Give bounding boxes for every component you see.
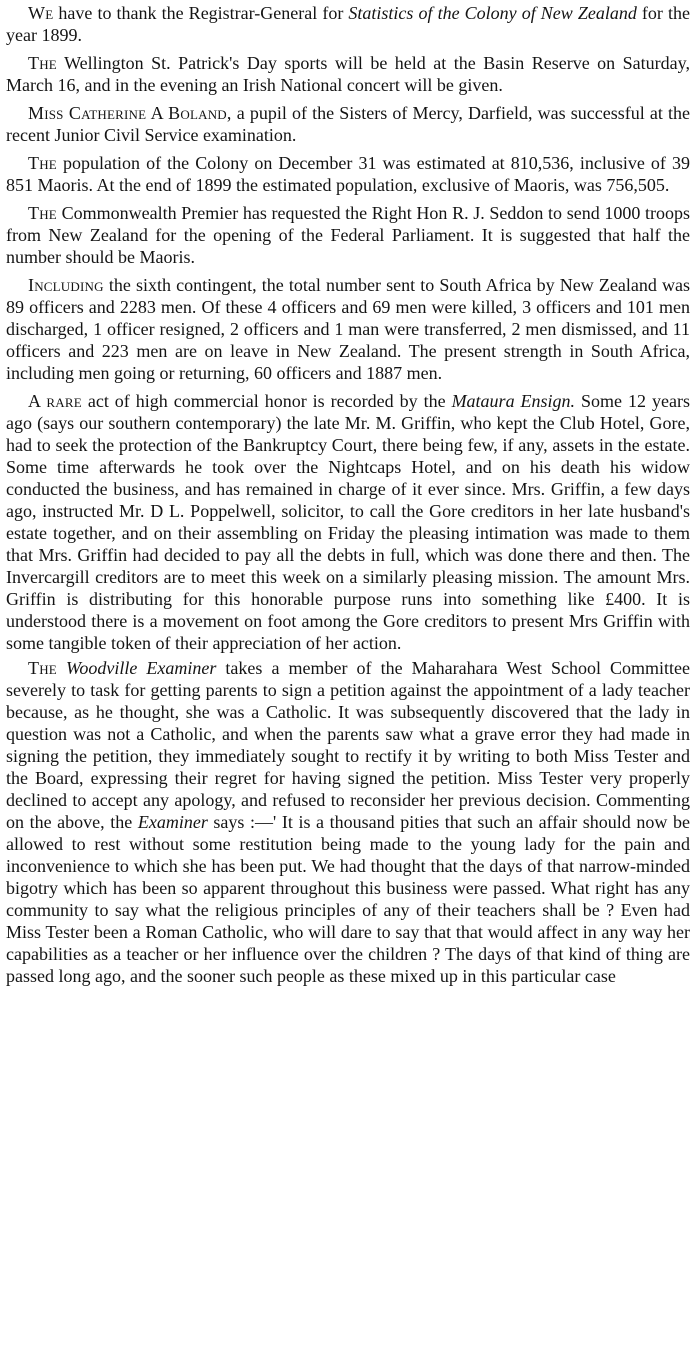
paragraph-text: the sixth contingent, the total number sent to South Africa by New Zealand was 89 officers and 2283 men. Of these 4 officers and 69 men were killed, 3 officers and 101 men discharged, 1 officer resigned, 2 officers and 1 man were transferred, 2 men dismissed, and 11 officers and 223 men are on leave in New Zealand. The present strength in South Africa, including men going or returning, 60 officers and 1887 men.: [6, 275, 690, 383]
paragraph-lead: Miss Catherine A Boland,: [28, 103, 232, 123]
paragraph-text: for the year 1899.: [6, 3, 690, 45]
paragraph-commonwealth-troops: [6, 202, 690, 268]
paragraph-text: have to thank the Registrar-General for: [53, 3, 349, 23]
paragraph-text: Commonwealth Premier has requested the Right Hon R. J. Seddon to send 1000 troops from New Zealand for the opening of the Federal Parliament. It is suggested that half the number should be Maoris.: [6, 203, 690, 267]
paragraph-boland-exam: [6, 102, 690, 146]
paragraph-lead: A rare: [28, 391, 82, 411]
paragraph-lead: The: [28, 658, 57, 678]
paragraph-lead: The: [28, 153, 57, 173]
paragraph-lead: The: [28, 53, 57, 73]
paragraph-st-patricks-day: [6, 52, 690, 96]
paragraph-woodville-examiner: [6, 657, 690, 987]
paragraph-text: Some 12 years ago (says our southern contemporary) the late Mr. M. Griffin, who kept the Club Hotel, Gore, had to seek the protection of the Bankruptcy Court, there being few, if any, assets in the estate. Some time afterwards he took over the Nightcaps Hotel, and on his death his widow conducted the business, and has remained in charge of it ever since. Mrs. Griffin, a few days ago, instructed Mr. D L. Poppelwell, solicitor, to call the Gore creditors in her late husband's estate together, and on their assembling on Friday the pleasing intimation was made to them that Mrs. Griffin had decided to pay all the debts in full, which was done there and then. The Invercargill creditors are to meet this week on a similarly pleasing mission. The amount Mrs. Griffin is distributing for this honorable purpose runs into something like £400. It is understood there is a movement on foot among the Gore creditors to present Mrs Griffin with some tangible token of their appreciation of her action.: [6, 391, 690, 653]
publication-title: Mataura Ensign.: [451, 391, 576, 411]
publication-title: Examiner: [137, 812, 208, 832]
paragraph-text: population of the Colony on December 31 was estimated at 810,536, inclusive of 39 851 Maoris. At the end of 1899 the estimated population, exclusive of Maoris, was 756,505.: [6, 153, 690, 195]
paragraph-lead: We: [28, 3, 54, 23]
paragraph-population: [6, 152, 690, 196]
paragraph-text: takes a member of the Maharahara West School Committee severely to task for getting parents to sign a petition against the appointment of a lady teacher because, as he thought, she was a Catholic. It was subsequently discovered that the lady in question was not a Catholic, and when the parents saw what a grave error they had made in signing the petition, they immediately sought to rectify it by writing to both Miss Tester and the Board, expressing their regret for having signed the petition. Miss Tester very properly declined to accept any apology, and refused to reconsider her previous decision. Commenting on the above, the: [6, 658, 690, 832]
paragraph-contingent: [6, 274, 690, 384]
paragraph-lead: The: [28, 203, 57, 223]
publication-title: Statistics of the Colony of New Zealand: [348, 3, 637, 23]
paragraph-text: [57, 658, 66, 678]
paragraph-statistics: [6, 2, 690, 46]
newspaper-column: [6, 2, 690, 987]
paragraph-text: a pupil of the Sisters of Mercy, Darfield, was successful at the recent Junior Civil Service examination.: [6, 103, 690, 145]
paragraph-commercial-honor: [6, 390, 690, 654]
publication-title: Woodville Examiner: [66, 658, 217, 678]
paragraph-lead: Including: [28, 275, 104, 295]
paragraph-text: says :—' It is a thousand pities that such an affair should now be allowed to rest without some restitution being made to the young lady for the pain and inconvenience to which she has been put. We had thought that the days of that narrow-minded bigotry which has been so apparent throughout this business were passed. What right has any community to say what the religious principles of any of their teachers shall be ? Even had Miss Tester been a Roman Catholic, who will dare to say that that would affect in any way her capabilities as a teacher or her influence over the children ? The days of that kind of thing are passed long ago, and the sooner such people as these mixed up in this particular case: [6, 812, 690, 986]
paragraph-text: Wellington St. Patrick's Day sports will be held at the Basin Reserve on Saturday, March 16, and in the evening an Irish National concert will be given.: [6, 53, 690, 95]
paragraph-text: act of high commercial honor is recorded by the: [81, 391, 452, 411]
